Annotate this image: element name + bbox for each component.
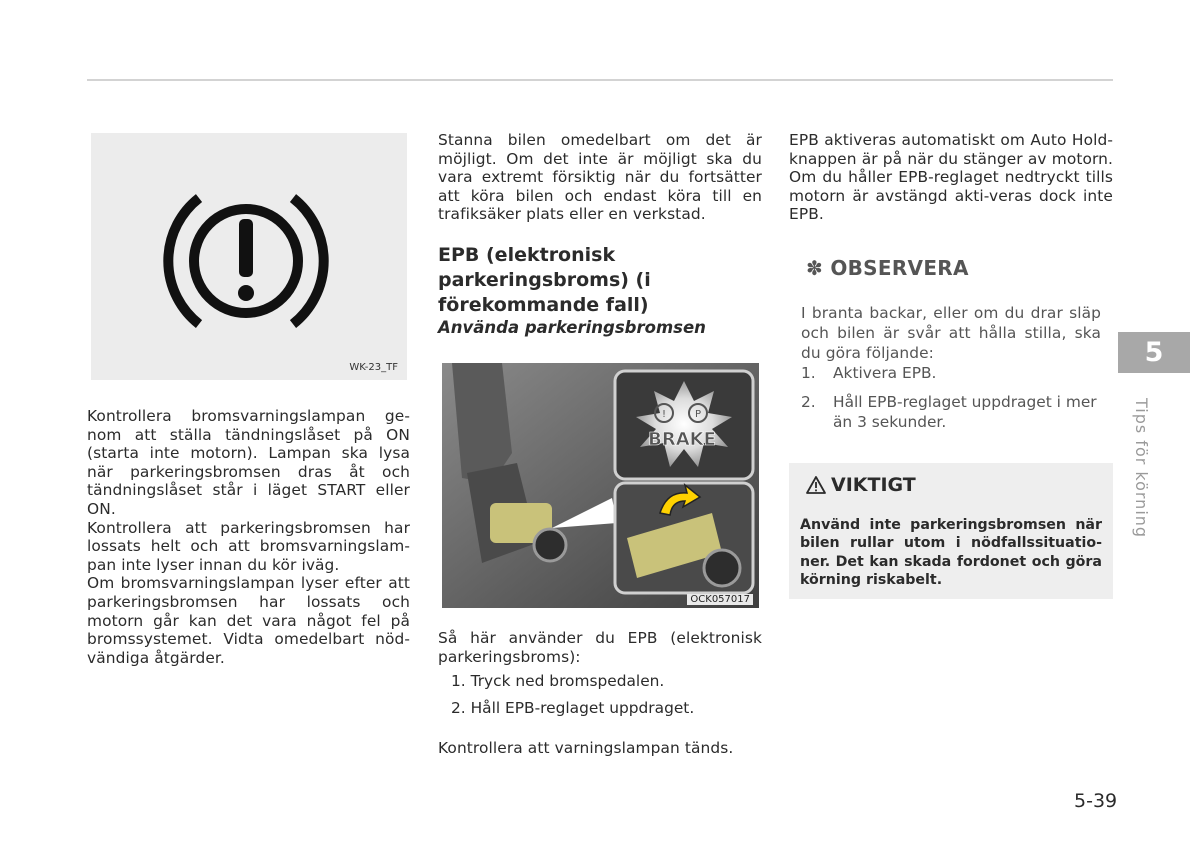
how-to-text: [438, 629, 762, 666]
paragraph: Stanna bilen omedelbart om det är möjligt. Om det inte är möjligt ska du vara extremt försiktig när du fortsätter att köra bilen och endast köra till en trafiksäker plats eller en verkstad.: [438, 131, 762, 224]
page-number: 5-39: [1074, 790, 1118, 812]
step-number: 1.: [801, 364, 816, 382]
column-3-intro: [789, 131, 1113, 224]
section-title: EPB (elektronisk parkeringsbroms) (i förekommande fall): [438, 244, 651, 316]
paragraph: Om bromsvarningslampan lyser efter att parkeringsbromsen har lossats och motorn går kan det vara något fel på bromssystemet. Vidta omedelbart nöd-vändiga åtgärder.: [87, 574, 410, 667]
column-1-text: [87, 407, 410, 667]
list-item: [801, 363, 1101, 383]
figure-caption: OCK057017: [687, 594, 753, 605]
viktigt-box: [789, 463, 1113, 599]
observera-heading: [806, 256, 969, 280]
header-rule: [87, 79, 1113, 81]
paragraph: Kontrollera att parkeringsbromsen har lossats helt och att bromsvarningslam-pan inte lyser innan du kör iväg.: [87, 518, 410, 574]
step-list: [451, 672, 694, 726]
figure-caption: WK-23_TF: [349, 362, 398, 373]
viktigt-heading: [805, 474, 916, 496]
paragraph: EPB aktiveras automatiskt om Auto Hold-knappen är på när du stänger av motorn. Om du håller EPB-reglaget nedtryckt tills motorn är avstängd akti-veras dock inte EPB.: [789, 131, 1113, 224]
step-text: Aktivera EPB.: [833, 364, 937, 382]
brake-warning-icon: [91, 133, 407, 380]
viktigt-text: Använd inte parkeringsbromsen när bilen rullar utom i nödfallssituatio-ner. Det kan skada fordonet och göra körning riskabelt.: [800, 517, 1102, 589]
paragraph: Kontrollera bromsvarningslampan ge-nom att ställa tändningslåset på ON (starta inte motorn). Lampan ska lysa när parkeringsbromsen dras åt och tändningslåset står i läget START eller ON.: [87, 407, 410, 518]
list-item: [801, 392, 1101, 432]
warning-triangle-icon: [805, 475, 827, 495]
step-number: 2.: [801, 393, 816, 411]
brake-warning-figure: [91, 133, 407, 380]
epb-switch-figure: [442, 363, 759, 608]
list-item: 2. Håll EPB-reglaget uppdraget.: [451, 699, 695, 717]
viktigt-title: VIKTIGT: [831, 474, 916, 496]
paragraph: Så här använder du EPB (elektronisk parkeringsbroms):: [438, 629, 762, 666]
observera-step-list: [801, 363, 1101, 441]
epb-console-illustration: [442, 363, 759, 608]
svg-text:P: P: [694, 409, 702, 420]
step-text: Håll EPB-reglaget uppdraget i mer än 3 sekunder.: [833, 393, 1097, 431]
section-subtitle: Använda parkeringsbromsen: [438, 318, 706, 337]
paragraph: I branta backar, eller om du drar släp och bilen är svår att hålla stilla, ska du göra följande:: [801, 304, 1101, 362]
brake-lamp-text: BRAKE: [648, 429, 716, 450]
paragraph: Kontrollera att varningslampan tänds.: [438, 739, 734, 757]
column-2-intro: [438, 131, 762, 224]
chapter-tab: 5: [1118, 332, 1190, 373]
asterisk-icon: ✽: [806, 256, 824, 280]
chapter-label: Tips för körning: [1132, 398, 1151, 539]
closing-text: [438, 739, 733, 758]
svg-text:!: !: [661, 409, 667, 420]
observera-text: [801, 303, 1101, 363]
observera-title: OBSERVERA: [830, 256, 969, 280]
list-item: 1. Tryck ned bromspedalen.: [451, 672, 665, 690]
